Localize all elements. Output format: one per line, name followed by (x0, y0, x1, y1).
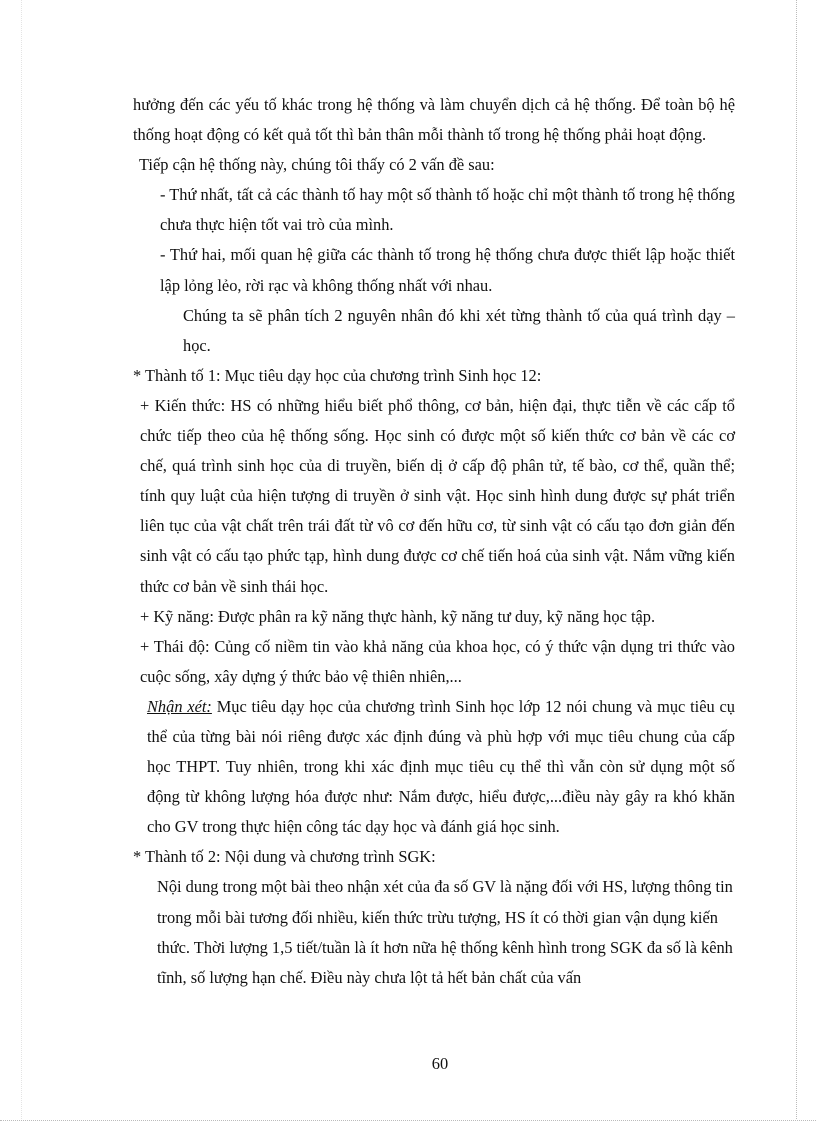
section-heading-component-2: * Thành tố 2: Nội dung và chương trình SGK: (133, 847, 436, 867)
paragraph: Chúng ta sẽ phân tích 2 nguyên nhân đó khi xét từng thành tố của quá trình dạy – học. (183, 305, 735, 355)
paragraph: - Thứ nhất, tất cả các thành tố hay một số thành tố hoặc chỉ một thành tố trong hệ thống chưa thực hiện tốt vai trò của mình. (160, 185, 735, 235)
section-heading-component-1: * Thành tố 1: Mục tiêu dạy học của chương trình Sinh học 12: (133, 365, 542, 385)
paragraph-knowledge: + Kiến thức: HS có những hiểu biết phổ thông, cơ bản, hiện đại, thực tiễn về các cấp tổ chức tiếp theo của hệ thống sống. Học sinh có được một số kiến thức cơ bản về các cơ chế, quá trình sinh học của di truyền, biến dị ở cấp độ phân tử, tế bào, cơ thể, quần thể; tính quy luật của hiện tượng di truyền ở sinh vật. Học sinh hình dung được sự phát triển liên tục của vật chất trên trái đất từ vô cơ đến hữu cơ, từ sinh vật có cấu tạo đơn giản đến sinh vật có cấu tạo phức tạp, hình dung được cơ chế tiến hoá của sinh vật. Nắm vững kiến thức cơ bản về sinh thái học. (140, 395, 735, 596)
paragraph-attitude: + Thái độ: Củng cố niềm tin vào khả năng của khoa học, có ý thức vận dụng tri thức vào cuộc sống, xây dựng ý thức bảo vệ thiên nhiên,... (140, 636, 735, 686)
remark-label: Nhận xét: (147, 696, 212, 716)
paragraph: - Thứ hai, mối quan hệ giữa các thành tố trong hệ thống chưa được thiết lập hoặc thiết lập lỏng lẻo, rời rạc và không thống nhất với nhau. (160, 245, 735, 295)
remark-text: Mục tiêu dạy học của chương trình Sinh học lớp 12 nói chung và mục tiêu cụ thể của từng bài nói riêng được xác định đúng và phù hợp với mục tiêu chung của cấp học THPT. Tuy nhiên, trong khi xác định mục tiêu cụ thể thì vẫn còn sử dụng một số động từ không lượng hóa được như: Nắm được, hiểu được,...điều này gây ra khó khăn cho GV trong thực hiện công tác dạy học và đánh giá học sinh. (147, 696, 735, 837)
document-body (133, 90, 735, 993)
paragraph-component-2: Nội dung trong một bài theo nhận xét của đa số GV là nặng đối với HS, lượng thông tin trong mỗi bài tương đối nhiều, kiến thức trừu tượng, HS ít có thời gian vận dụng kiến thức. Thời lượng 1,5 tiết/tuần là ít hơn nữa hệ thống kênh hình trong SGK đa số là kênh tĩnh, số lượng hạn chế. Điều này chưa lột tả hết bản chất của vấn (157, 877, 733, 987)
page-bottom-divider (0, 1120, 816, 1121)
paragraph-skills: + Kỹ năng: Được phân ra kỹ năng thực hành, kỹ năng tư duy, kỹ năng học tập. (140, 606, 656, 626)
page-number: 60 (431, 1054, 449, 1073)
paragraph: hưởng đến các yếu tố khác trong hệ thống và làm chuyển dịch cả hệ thống. Để toàn bộ hệ thống hoạt động có kết quả tốt thì bản thân mỗi thành tố trong hệ thống phải hoạt động. (133, 95, 735, 145)
paragraph: Tiếp cận hệ thống này, chúng tôi thấy có 2 vấn đề sau: (139, 155, 495, 175)
remark-paragraph (133, 692, 735, 842)
